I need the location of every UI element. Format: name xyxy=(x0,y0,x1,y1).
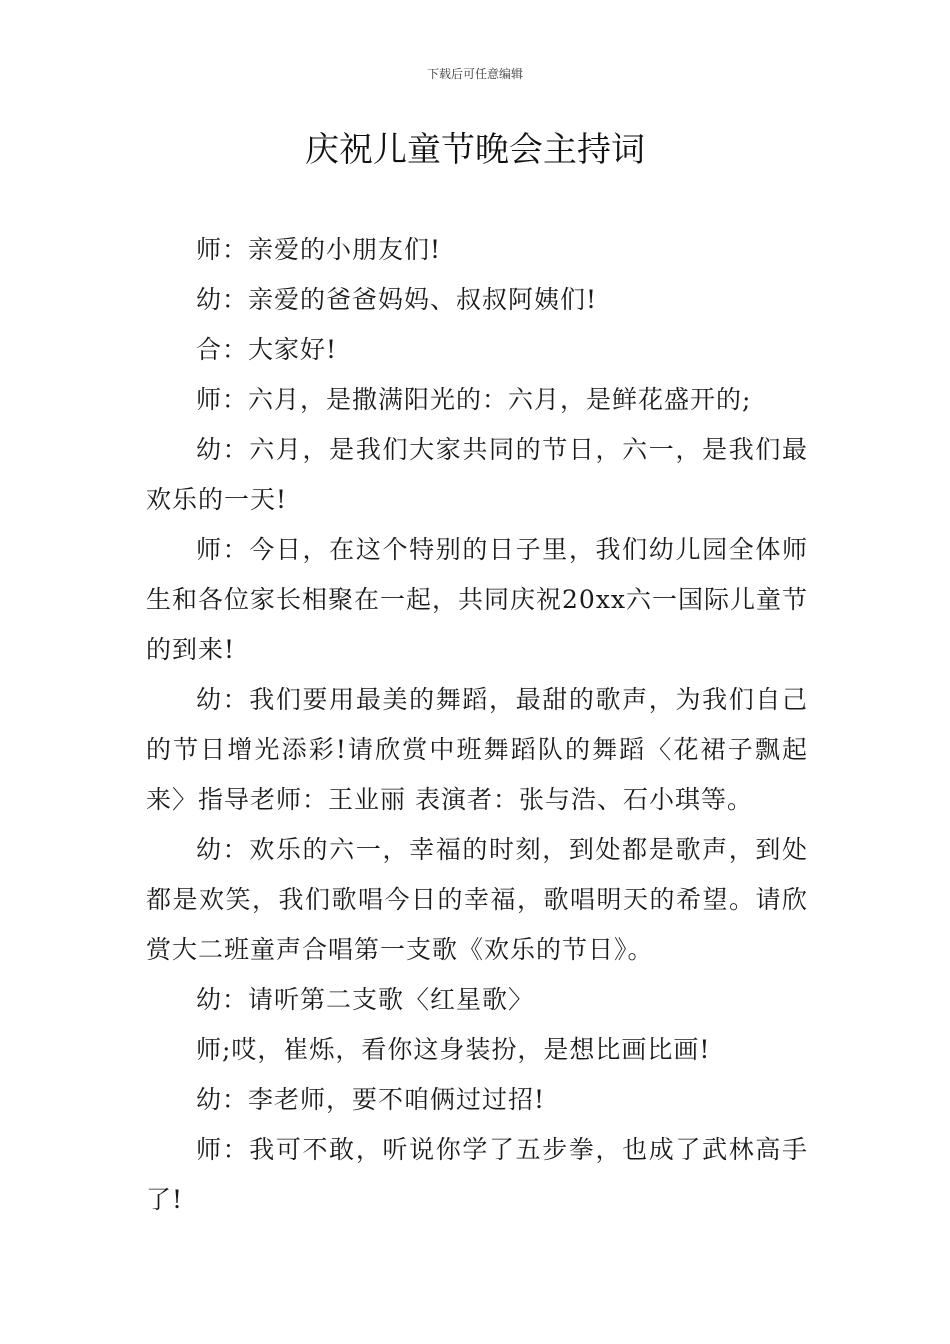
paragraph: 幼：我们要用最美的舞蹈，最甜的歌声，为我们自己的节日增光添彩!请欣赏中班舞蹈队的舞蹈〈花裙子飘起来〉指导老师：王业丽 表演者：张与浩、石小琪等。 xyxy=(146,685,808,814)
paragraph: 师：亲爱的小朋友们! xyxy=(196,235,442,264)
paragraph: 师：六月，是撒满阳光的：六月，是鲜花盛开的; xyxy=(196,385,752,414)
paragraph: 幼：六月，是我们大家共同的节日，六一，是我们最欢乐的一天! xyxy=(146,435,808,514)
page-header-note: 下载后可任意编辑 xyxy=(426,67,523,81)
paragraph: 合：大家好! xyxy=(196,335,338,364)
paragraph: 师：我可不敢，听说你学了五步拳，也成了武林高手了! xyxy=(146,1135,808,1214)
document-title: 庆祝儿童节晚会主持词 xyxy=(305,130,645,170)
paragraph: 幼：李老师，要不咱俩过过招! xyxy=(196,1085,546,1114)
paragraph: 师;哎，崔烁，看你这身装扮，是想比画比画! xyxy=(196,1035,711,1064)
paragraph: 幼：欢乐的六一，幸福的时刻，到处都是歌声，到处都是欢笑，我们歌唱今日的幸福，歌唱明天的希望。请欣赏大二班童声合唱第一支歌《欢乐的节日》。 xyxy=(146,835,808,964)
document-body xyxy=(146,225,808,1225)
paragraph: 幼：请听第二支歌〈红星歌〉 xyxy=(196,985,535,1014)
paragraph: 师：今日，在这个特别的日子里，我们幼儿园全体师生和各位家长相聚在一起，共同庆祝20xx六一国际儿童节的到来! xyxy=(146,535,809,664)
paragraph: 幼：亲爱的爸爸妈妈、叔叔阿姨们! xyxy=(196,285,598,314)
